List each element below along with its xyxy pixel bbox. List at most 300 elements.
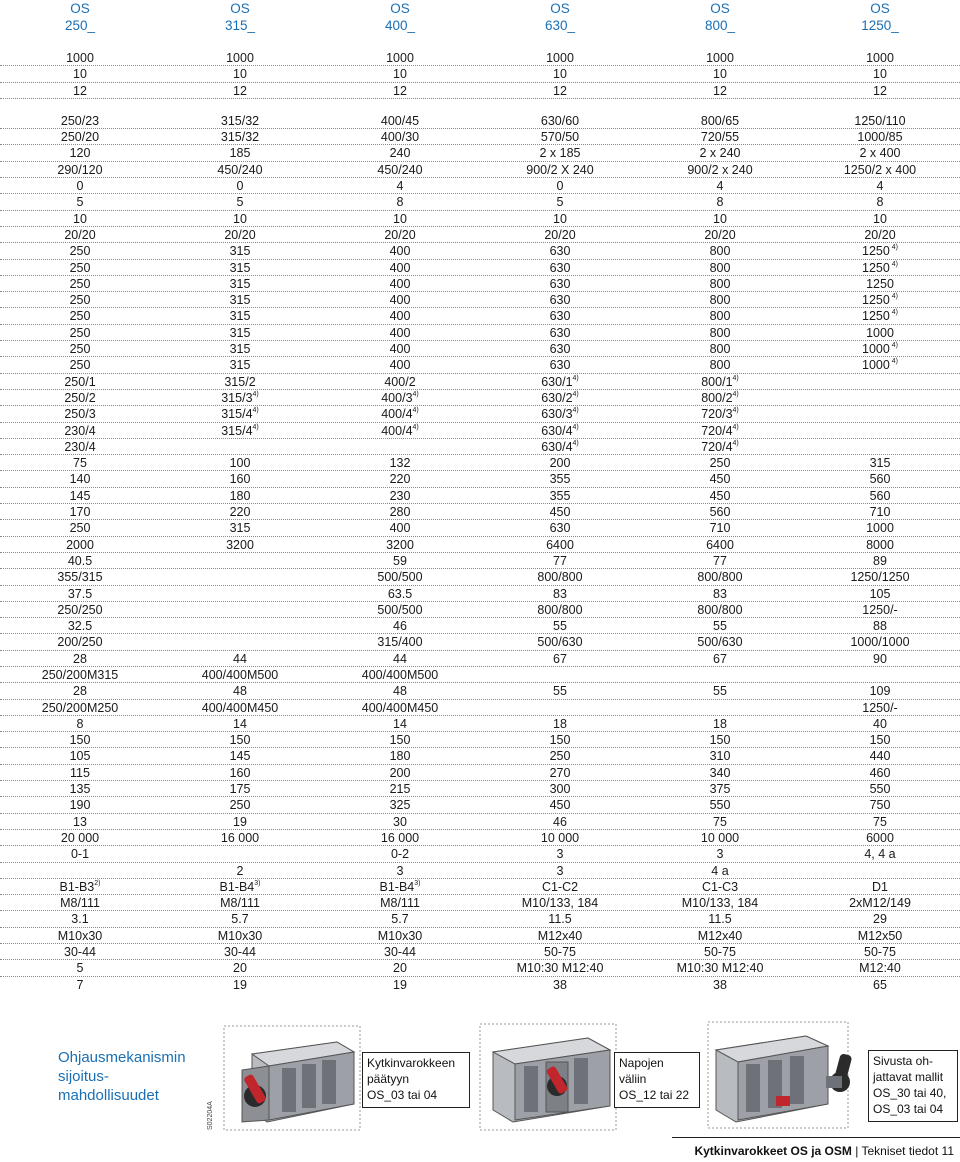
cell-value: 250: [69, 342, 91, 357]
table-cell: [160, 113, 320, 129]
table-cell: [800, 471, 960, 487]
footnote-mark: 4): [889, 342, 898, 350]
cell-value: 440: [869, 749, 891, 764]
cell-value: 250/200M250: [41, 700, 119, 715]
cell-value: 250: [69, 276, 91, 291]
table-row: [0, 520, 960, 536]
cell-value: 1250/-: [862, 602, 898, 617]
table-cell: [800, 716, 960, 732]
table-cell: [800, 683, 960, 699]
table-cell: [0, 748, 160, 764]
cell-value: 180: [229, 488, 251, 503]
cell-value: 67: [713, 651, 727, 666]
cell-value: 355/315: [57, 570, 103, 585]
table-cell: [0, 162, 160, 178]
cell-value: 800/800: [697, 570, 743, 585]
footnote-mark: 4): [572, 407, 579, 415]
table-row: [0, 325, 960, 341]
footer-separator: |: [855, 1144, 859, 1158]
footnote-mark: 3): [414, 879, 421, 887]
caption-box-1: [362, 1052, 470, 1108]
cell-value: 0: [76, 179, 84, 194]
table-cell: [640, 178, 800, 194]
cell-value: 800/800: [697, 602, 743, 617]
footnote-mark: 4): [252, 407, 259, 415]
table-cell: [160, 797, 320, 813]
table-cell: [320, 83, 480, 99]
table-cell: [320, 341, 480, 357]
table-cell: [640, 830, 800, 846]
table-cell: [0, 113, 160, 129]
table-row: [0, 243, 960, 259]
cell-value: 16 000: [380, 830, 420, 845]
cell-value: 44: [393, 651, 407, 666]
table-cell: [320, 569, 480, 585]
table-cell: [160, 667, 320, 683]
table-cell: [640, 439, 800, 455]
table-cell: [160, 455, 320, 471]
cell-value: 460: [869, 765, 891, 780]
cell-value: 630: [549, 358, 571, 373]
cell-value: 140: [69, 472, 91, 487]
cell-value: 630/4: [541, 439, 573, 454]
table-row: [0, 634, 960, 650]
cell-value: 0-1: [70, 847, 90, 862]
table-cell: [640, 66, 800, 82]
table-cell: [480, 194, 640, 210]
table-cell: [480, 830, 640, 846]
cell-value: 12: [73, 83, 87, 98]
table-cell: [800, 618, 960, 634]
cell-value: 175: [229, 782, 251, 797]
table-cell: [160, 911, 320, 927]
cell-value: 310: [709, 749, 731, 764]
table-cell: [640, 243, 800, 259]
cell-value: 6400: [706, 537, 734, 552]
cell-value: 8: [876, 195, 884, 210]
cell-value: 800: [709, 358, 731, 373]
cell-value: 44: [233, 651, 247, 666]
table-cell: [320, 292, 480, 308]
cell-value: 710: [869, 505, 891, 520]
cell-value: 2: [236, 863, 244, 878]
cell-value: 1000/1000: [850, 635, 910, 650]
table-cell: [320, 50, 480, 66]
table-cell: [0, 977, 160, 993]
table-cell: [160, 162, 320, 178]
cell-value: 1250/1250: [850, 570, 910, 585]
table-cell: [0, 846, 160, 862]
table-cell: [480, 145, 640, 161]
cell-value: 83: [713, 586, 727, 601]
table-cell: [0, 471, 160, 487]
table-cell: [800, 895, 960, 911]
caption-2-line-2: väliin: [619, 1072, 647, 1086]
table-cell: [800, 194, 960, 210]
table-cell: [160, 879, 320, 895]
table-cell: [480, 634, 640, 650]
caption-3-line-1: Sivusta oh-: [873, 1054, 934, 1068]
caption-2-line-3: OS_12 tai 22: [619, 1088, 690, 1102]
table-cell: [480, 553, 640, 569]
cell-value: 10: [73, 67, 87, 82]
table-row: [0, 814, 960, 830]
table-row: [0, 439, 960, 455]
cell-value: 40.5: [67, 553, 93, 568]
cell-value: 10: [713, 67, 727, 82]
table-cell: [800, 814, 960, 830]
cell-value: 400: [389, 342, 411, 357]
cell-value: 800: [709, 325, 731, 340]
table-row: [0, 830, 960, 846]
cell-value: 2 x 240: [699, 146, 741, 161]
table-cell: [160, 227, 320, 243]
cell-value: 1250: [862, 260, 890, 275]
cell-value: M8/111: [380, 896, 420, 911]
cell-value: 800: [709, 342, 731, 357]
cell-value: 315: [229, 293, 251, 308]
cell-value: 14: [233, 716, 247, 731]
table-cell: [160, 765, 320, 781]
cell-value: 150: [229, 733, 251, 748]
table-cell: [640, 928, 800, 944]
table-row: [0, 553, 960, 569]
table-cell: [800, 83, 960, 99]
cell-value: 220: [389, 472, 411, 487]
cell-value: 10: [393, 67, 407, 82]
cell-value: 19: [233, 814, 247, 829]
footnote-mark: 4): [572, 390, 579, 398]
cell-value: 170: [69, 505, 91, 520]
cell-value: 720/3: [701, 407, 733, 422]
table-cell: [160, 814, 320, 830]
cell-value: 560: [869, 488, 891, 503]
cell-value: 48: [233, 684, 247, 699]
table-cell: [480, 765, 640, 781]
cell-value: 37.5: [67, 586, 93, 601]
table-cell: [160, 863, 320, 879]
cell-value: 8000: [866, 537, 894, 552]
footnote-mark: 4): [889, 293, 898, 301]
table-cell: [800, 504, 960, 520]
cell-value: 250: [69, 244, 91, 259]
table-row: [0, 879, 960, 895]
table-cell: [0, 374, 160, 390]
cell-value: 4, 4 a: [864, 847, 896, 862]
cell-value: 10: [73, 211, 87, 226]
table-cell: [480, 846, 640, 862]
cell-value: 630: [549, 293, 571, 308]
cell-value: 55: [713, 684, 727, 699]
table-row: [0, 211, 960, 227]
table-cell: [640, 911, 800, 927]
table-row: [0, 66, 960, 82]
page-footer: [0, 1137, 960, 1162]
cell-value: 120: [69, 146, 91, 161]
cell-value: 400/400M450: [201, 700, 279, 715]
table-cell: [800, 162, 960, 178]
cell-value: 400: [389, 521, 411, 536]
cell-value: 315/4: [221, 407, 253, 422]
table-cell: [0, 537, 160, 553]
cell-value: 3.1: [71, 912, 89, 927]
mechanism-placement-section: [0, 1010, 960, 1130]
table-row: [0, 960, 960, 976]
cell-value: 48: [393, 684, 407, 699]
table-cell: [0, 211, 160, 227]
table-row: [0, 83, 960, 99]
cell-value: 375: [709, 782, 731, 797]
table-row: [0, 504, 960, 520]
table-cell: [800, 66, 960, 82]
cell-value: 10: [233, 211, 247, 226]
footnote-mark: 4): [412, 407, 419, 415]
cell-value: 75: [73, 456, 87, 471]
cell-value: 20/20: [64, 227, 96, 242]
cell-value: 18: [553, 716, 567, 731]
table-cell: [480, 602, 640, 618]
cell-value: 800/1: [701, 374, 733, 389]
table-cell: [160, 830, 320, 846]
table-cell: [640, 537, 800, 553]
table-cell: [160, 504, 320, 520]
cell-value: 400/400M500: [201, 667, 279, 682]
table-cell: [480, 113, 640, 129]
table-cell: [0, 276, 160, 292]
cell-value: C1-C3: [701, 879, 739, 894]
cell-value: 16 000: [220, 830, 260, 845]
table-cell: [640, 732, 800, 748]
table-cell: [480, 504, 640, 520]
cell-value: 250/2: [64, 390, 96, 405]
cell-value: 32.5: [67, 619, 93, 634]
table-cell: [0, 667, 160, 683]
table-cell: [640, 602, 800, 618]
cell-value: 20/20: [864, 227, 896, 242]
table-cell: [0, 423, 160, 439]
table-cell: [320, 977, 480, 993]
cell-value: 1000: [546, 51, 574, 65]
image-code: S02204A: [207, 1101, 214, 1130]
footnote-mark: 4): [572, 439, 579, 447]
table-cell: [160, 748, 320, 764]
cell-value: 400: [389, 325, 411, 340]
section-title: [58, 1048, 218, 1105]
table-cell: [480, 781, 640, 797]
cell-value: 220: [229, 505, 251, 520]
cell-value: 500/500: [377, 602, 423, 617]
table-cell: [800, 960, 960, 976]
cell-value: M10:30 M12:40: [516, 961, 604, 976]
caption-3-line-4: OS_03 tai 04: [873, 1102, 944, 1116]
footnote-mark: 4): [732, 390, 739, 398]
footnote-mark: 4): [412, 390, 419, 398]
table-cell: [800, 797, 960, 813]
cell-value: 12: [553, 83, 567, 98]
table-row: [0, 895, 960, 911]
table-row: [0, 423, 960, 439]
cell-value: 250: [549, 749, 571, 764]
cell-value: 1000: [706, 51, 734, 65]
table-cell: [640, 374, 800, 390]
table-row: [0, 260, 960, 276]
table-cell: [0, 243, 160, 259]
table-cell: [0, 797, 160, 813]
table-cell: [0, 308, 160, 324]
table-cell: [800, 781, 960, 797]
column-header-model: 400_: [384, 18, 416, 33]
cell-value: 20/20: [544, 227, 576, 242]
table-cell: [800, 830, 960, 846]
table-cell: [800, 520, 960, 536]
column-header-model: 1250_: [861, 18, 899, 33]
cell-value: 250: [69, 358, 91, 373]
cell-value: 230/4: [64, 439, 96, 454]
table-cell: [320, 830, 480, 846]
table-row: [0, 537, 960, 553]
cell-value: 720/4: [701, 439, 733, 454]
cell-value: B1-B3: [59, 879, 95, 894]
cell-value: 1250: [866, 276, 894, 291]
table-cell: [320, 276, 480, 292]
cell-value: M8/111: [60, 896, 100, 911]
table-cell: [320, 814, 480, 830]
cell-value: 150: [549, 733, 571, 748]
cell-value: 30-44: [224, 945, 256, 960]
switch-image-end-mechanism: [222, 1024, 362, 1132]
cell-value: 115: [70, 765, 90, 780]
cell-value: 800/65: [700, 113, 740, 128]
column-header-model: 315_: [224, 18, 256, 33]
cell-value: 75: [873, 814, 887, 829]
cell-value: 5.7: [231, 912, 249, 927]
cell-value: 20/20: [384, 227, 416, 242]
table-cell: [480, 895, 640, 911]
cell-value: 4: [876, 179, 884, 194]
footnote-mark: 4): [889, 244, 898, 252]
table-cell: [640, 325, 800, 341]
table-cell: [640, 846, 800, 862]
table-cell: [0, 455, 160, 471]
cell-value: 10: [873, 67, 887, 82]
table-cell: [320, 243, 480, 259]
cell-value: 180: [389, 749, 411, 764]
table-cell: [480, 520, 640, 536]
table-cell: [320, 602, 480, 618]
table-cell: [640, 748, 800, 764]
cell-value: 1000/85: [857, 130, 903, 145]
table-cell: [800, 341, 960, 357]
table-cell: [480, 569, 640, 585]
cell-value: 250: [69, 309, 91, 324]
cell-value: 720/55: [700, 130, 740, 145]
table-cell: [320, 732, 480, 748]
table-cell: [640, 455, 800, 471]
table-cell: [640, 194, 800, 210]
footer-product: Kytkinvarokkeet OS ja OSM: [694, 1144, 852, 1158]
table-row: [0, 651, 960, 667]
cell-value: 10 000: [540, 830, 580, 845]
table-row: [0, 129, 960, 145]
cell-value: 400/4: [381, 423, 413, 438]
table-cell: [0, 194, 160, 210]
table-cell: [800, 634, 960, 650]
caption-3-line-2: jattavat mallit: [873, 1070, 944, 1084]
footer-text: [694, 1144, 954, 1158]
cell-value: 250/3: [64, 407, 96, 422]
footer-section: Tekniset tiedot: [861, 1144, 939, 1158]
table-cell: [160, 700, 320, 716]
cell-value: M10/133, 184: [681, 896, 759, 911]
cell-value: 20/20: [704, 227, 736, 242]
table-cell: [0, 357, 160, 373]
cell-value: 630: [549, 342, 571, 357]
cell-value: 20/20: [224, 227, 256, 242]
cell-value: 290/120: [57, 162, 103, 177]
table-row: [0, 797, 960, 813]
table-row: [0, 667, 960, 683]
table-row: [0, 276, 960, 292]
table-cell: [480, 374, 640, 390]
cell-value: 12: [233, 83, 247, 98]
cell-value: 1250/-: [862, 700, 898, 715]
table-cell: [800, 357, 960, 373]
table-cell: [800, 586, 960, 602]
cell-value: 200: [549, 456, 571, 471]
cell-value: 250: [69, 260, 91, 275]
cell-value: 250/1: [64, 374, 96, 389]
cell-value: 1000: [866, 325, 894, 340]
cell-value: 10: [233, 67, 247, 82]
table-row: [0, 765, 960, 781]
table-cell: [320, 129, 480, 145]
footnote-mark: 4): [572, 423, 579, 431]
table-cell: [480, 471, 640, 487]
table-cell: [160, 129, 320, 145]
switch-image-between-poles: [478, 1022, 618, 1132]
cell-value: 450: [709, 472, 731, 487]
cell-value: 3: [556, 863, 564, 878]
table-cell: [0, 504, 160, 520]
cell-value: 250/250: [57, 602, 103, 617]
cell-value: 150: [69, 733, 91, 748]
cell-value: 710: [709, 521, 731, 536]
table-cell: [800, 700, 960, 716]
table-cell: [160, 325, 320, 341]
footnote-mark: 4): [732, 423, 739, 431]
table-cell: [320, 194, 480, 210]
column-header: [0, 0, 960, 40]
cell-value: 900/2 X 240: [526, 162, 594, 177]
table-cell: [320, 162, 480, 178]
table-cell: [160, 260, 320, 276]
cell-value: 630/60: [540, 113, 580, 128]
table-cell: [640, 357, 800, 373]
table-cell: [160, 732, 320, 748]
cell-value: 1000: [862, 342, 890, 357]
table-cell: [320, 423, 480, 439]
cell-value: 550: [869, 782, 891, 797]
cell-value: 3200: [226, 537, 254, 552]
cell-value: 630: [549, 276, 571, 291]
table-cell: [160, 211, 320, 227]
cell-value: 5: [76, 195, 84, 210]
table-cell: [480, 748, 640, 764]
cell-value: 11.5: [548, 912, 572, 927]
column-header-3: [320, 0, 480, 34]
cell-value: 400: [389, 293, 411, 308]
table-cell: [320, 455, 480, 471]
